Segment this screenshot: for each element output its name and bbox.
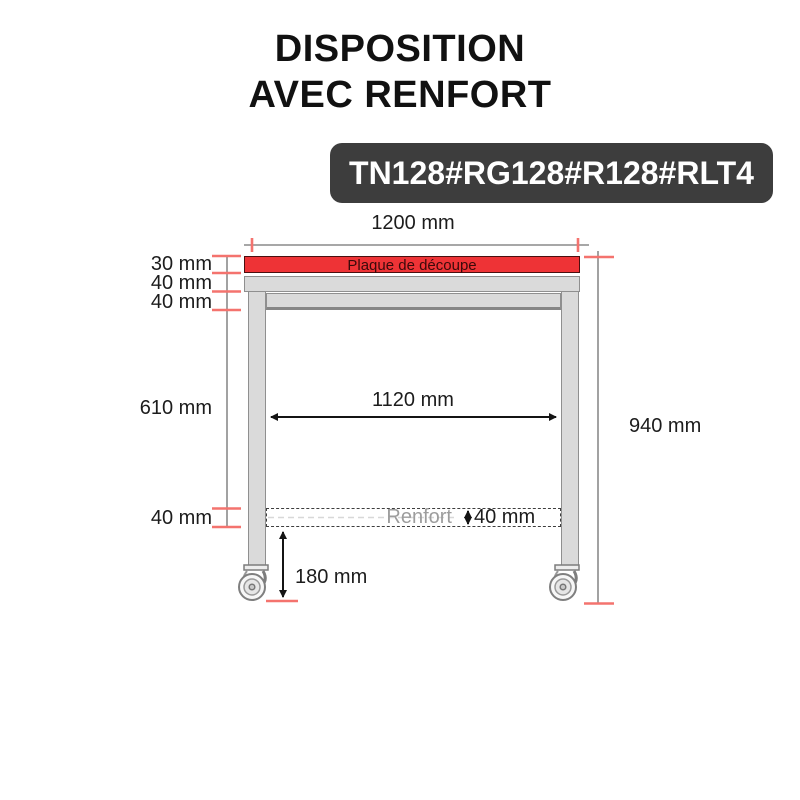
product-code-badge (330, 143, 773, 203)
left-leg (248, 291, 266, 568)
upper-rail (266, 293, 561, 310)
dim-label-plate-thickness: 30 mm (150, 253, 212, 275)
right-caster-icon (550, 565, 579, 600)
dim-label-renfort-level: 40 mm (150, 507, 212, 529)
renfort-label: Renfort (386, 506, 452, 528)
dim-label-ground-clearance: 180 mm (295, 566, 368, 588)
page-title-line1: DISPOSITION (274, 28, 526, 70)
dim-label-inner-width: 1120 mm (372, 389, 454, 411)
table-top-frame (244, 276, 580, 292)
cutting-plate-label: Plaque de découpe (347, 257, 477, 274)
left-caster-icon (239, 565, 268, 600)
page-title-line2: AVEC RENFORT (248, 74, 552, 116)
dim-label-renfort-thickness: 40 mm (474, 506, 536, 528)
dim-label-rail-thickness: 40 mm (150, 291, 212, 313)
right-leg (561, 291, 579, 568)
product-code-text: TN128#RG128#R128#RLT4 (349, 154, 754, 191)
page-title (0, 26, 800, 118)
dim-label-overall-width: 1200 mm (371, 212, 455, 234)
dim-label-leg-clear-height: 610 mm (139, 397, 212, 419)
dim-label-frame-thickness: 40 mm (150, 272, 212, 294)
dim-label-overall-height: 940 mm (629, 415, 702, 437)
